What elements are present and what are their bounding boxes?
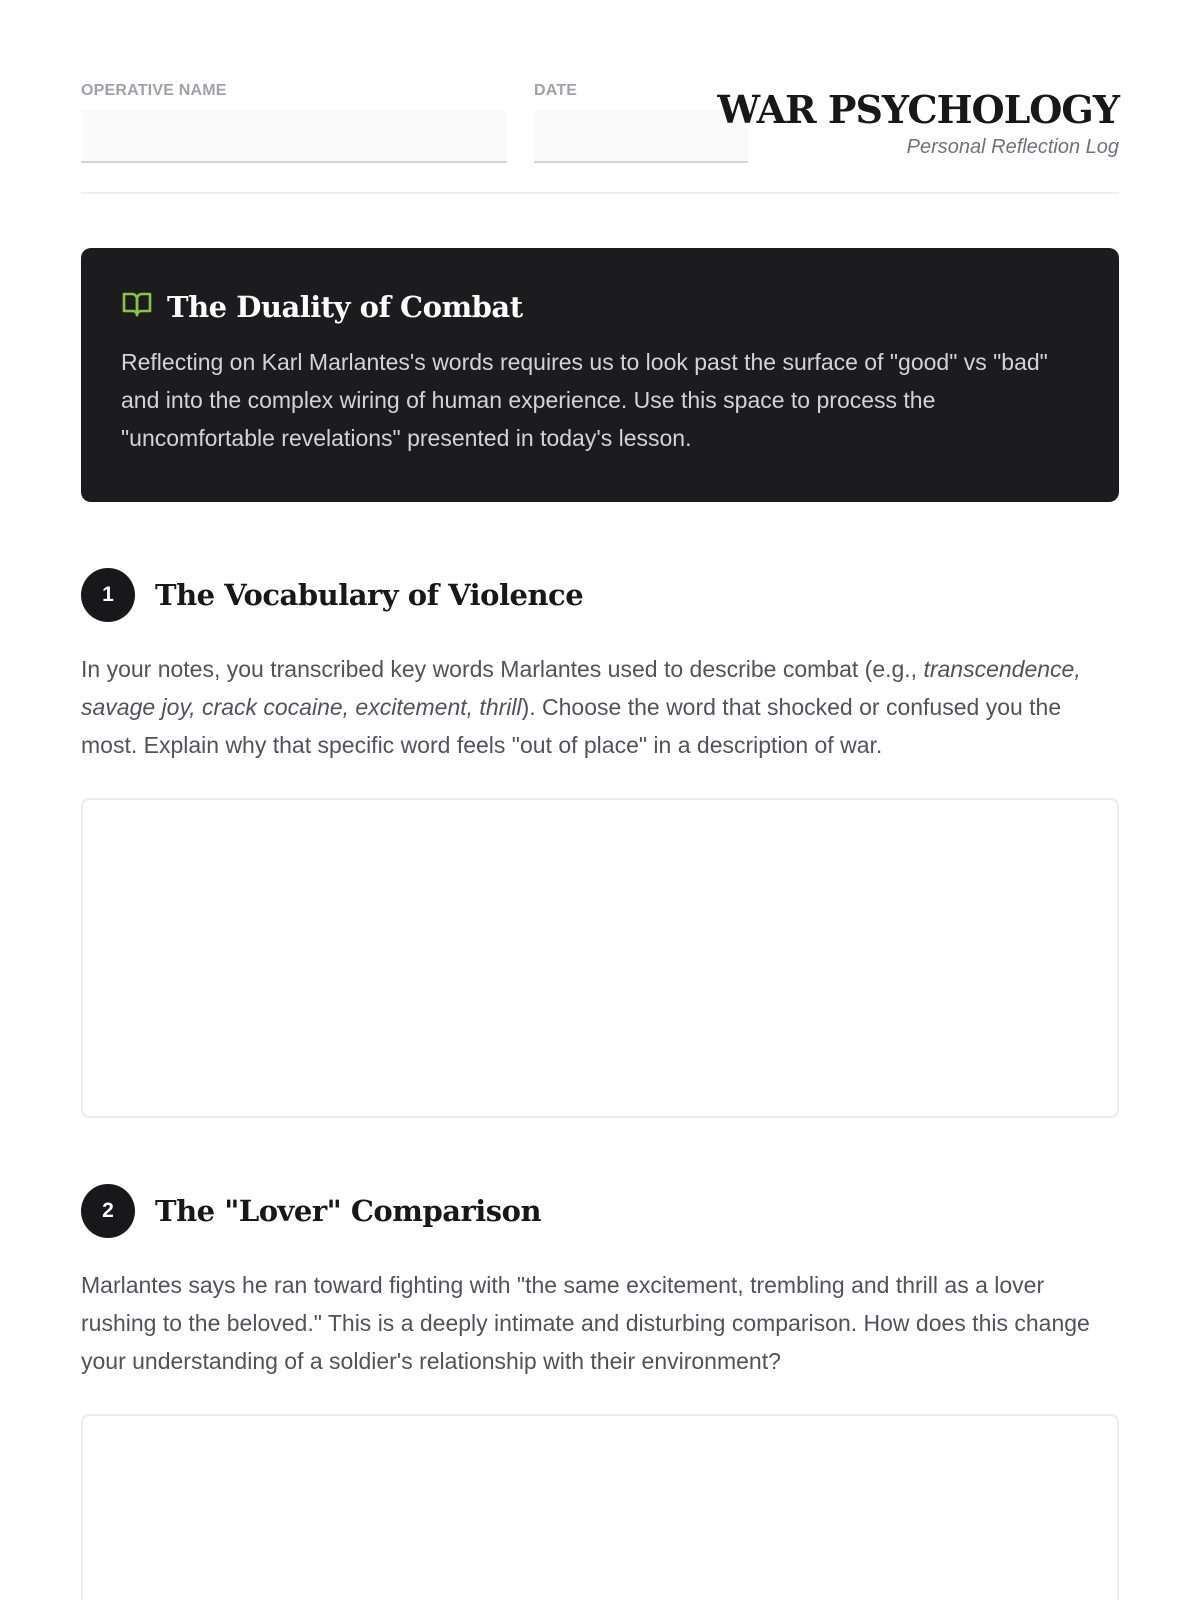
prompt-text-end: ). Choose the word that shocked or confused you the most. Explain why that specific word feels "out of place" in a description of war. [81, 694, 1062, 758]
operative-name-label: OPERATIVE NAME [81, 82, 227, 99]
prompt-italic-words: transcendence, savage joy, crack cocaine, excitement, thrill [81, 656, 1081, 720]
date-input[interactable] [534, 110, 748, 163]
question-number-badge: 1 [81, 568, 135, 622]
page-title: WAR PSYCHOLOGY [717, 87, 1119, 132]
date-field [534, 82, 748, 163]
open-book-icon [121, 288, 153, 325]
intro-card [81, 248, 1119, 502]
question-title: The "Lover" Comparison [155, 1194, 542, 1228]
answer-textarea-1[interactable] [81, 798, 1119, 1118]
question-2 [81, 1184, 1119, 1600]
answer-textarea-2[interactable] [81, 1414, 1119, 1600]
question-prompt: Marlantes says he ran toward fighting with "the same excitement, trembling and thrill as a lover rushing to the beloved." This is a deeply intimate and disturbing comparison. How does this change your understanding of a soldier's relationship with their environment? [81, 1272, 1090, 1374]
question-number-badge: 2 [81, 1184, 135, 1238]
title-block [717, 88, 1119, 159]
question-prompt [81, 650, 1119, 764]
intro-heading [121, 288, 1079, 325]
question-heading [81, 568, 1119, 622]
question-heading [81, 1184, 1119, 1238]
question-1 [81, 568, 1119, 1118]
question-title: The Vocabulary of Violence [155, 578, 584, 612]
operative-name-input[interactable] [81, 110, 507, 163]
date-label: DATE [534, 82, 578, 99]
header [81, 0, 1119, 194]
page-subtitle: Personal Reflection Log [906, 136, 1119, 158]
operative-name-field [81, 82, 507, 163]
intro-title: The Duality of Combat [167, 289, 523, 324]
prompt-text-start: In your notes, you transcribed key words Marlantes used to describe combat (e.g., [81, 656, 924, 682]
intro-text: Reflecting on Karl Marlantes's words requires us to look past the surface of "good" vs "bad" and into the complex wiring of human experience. Use this space to process the "uncomfortable revelations" presented in today's lesson. [121, 349, 1048, 451]
